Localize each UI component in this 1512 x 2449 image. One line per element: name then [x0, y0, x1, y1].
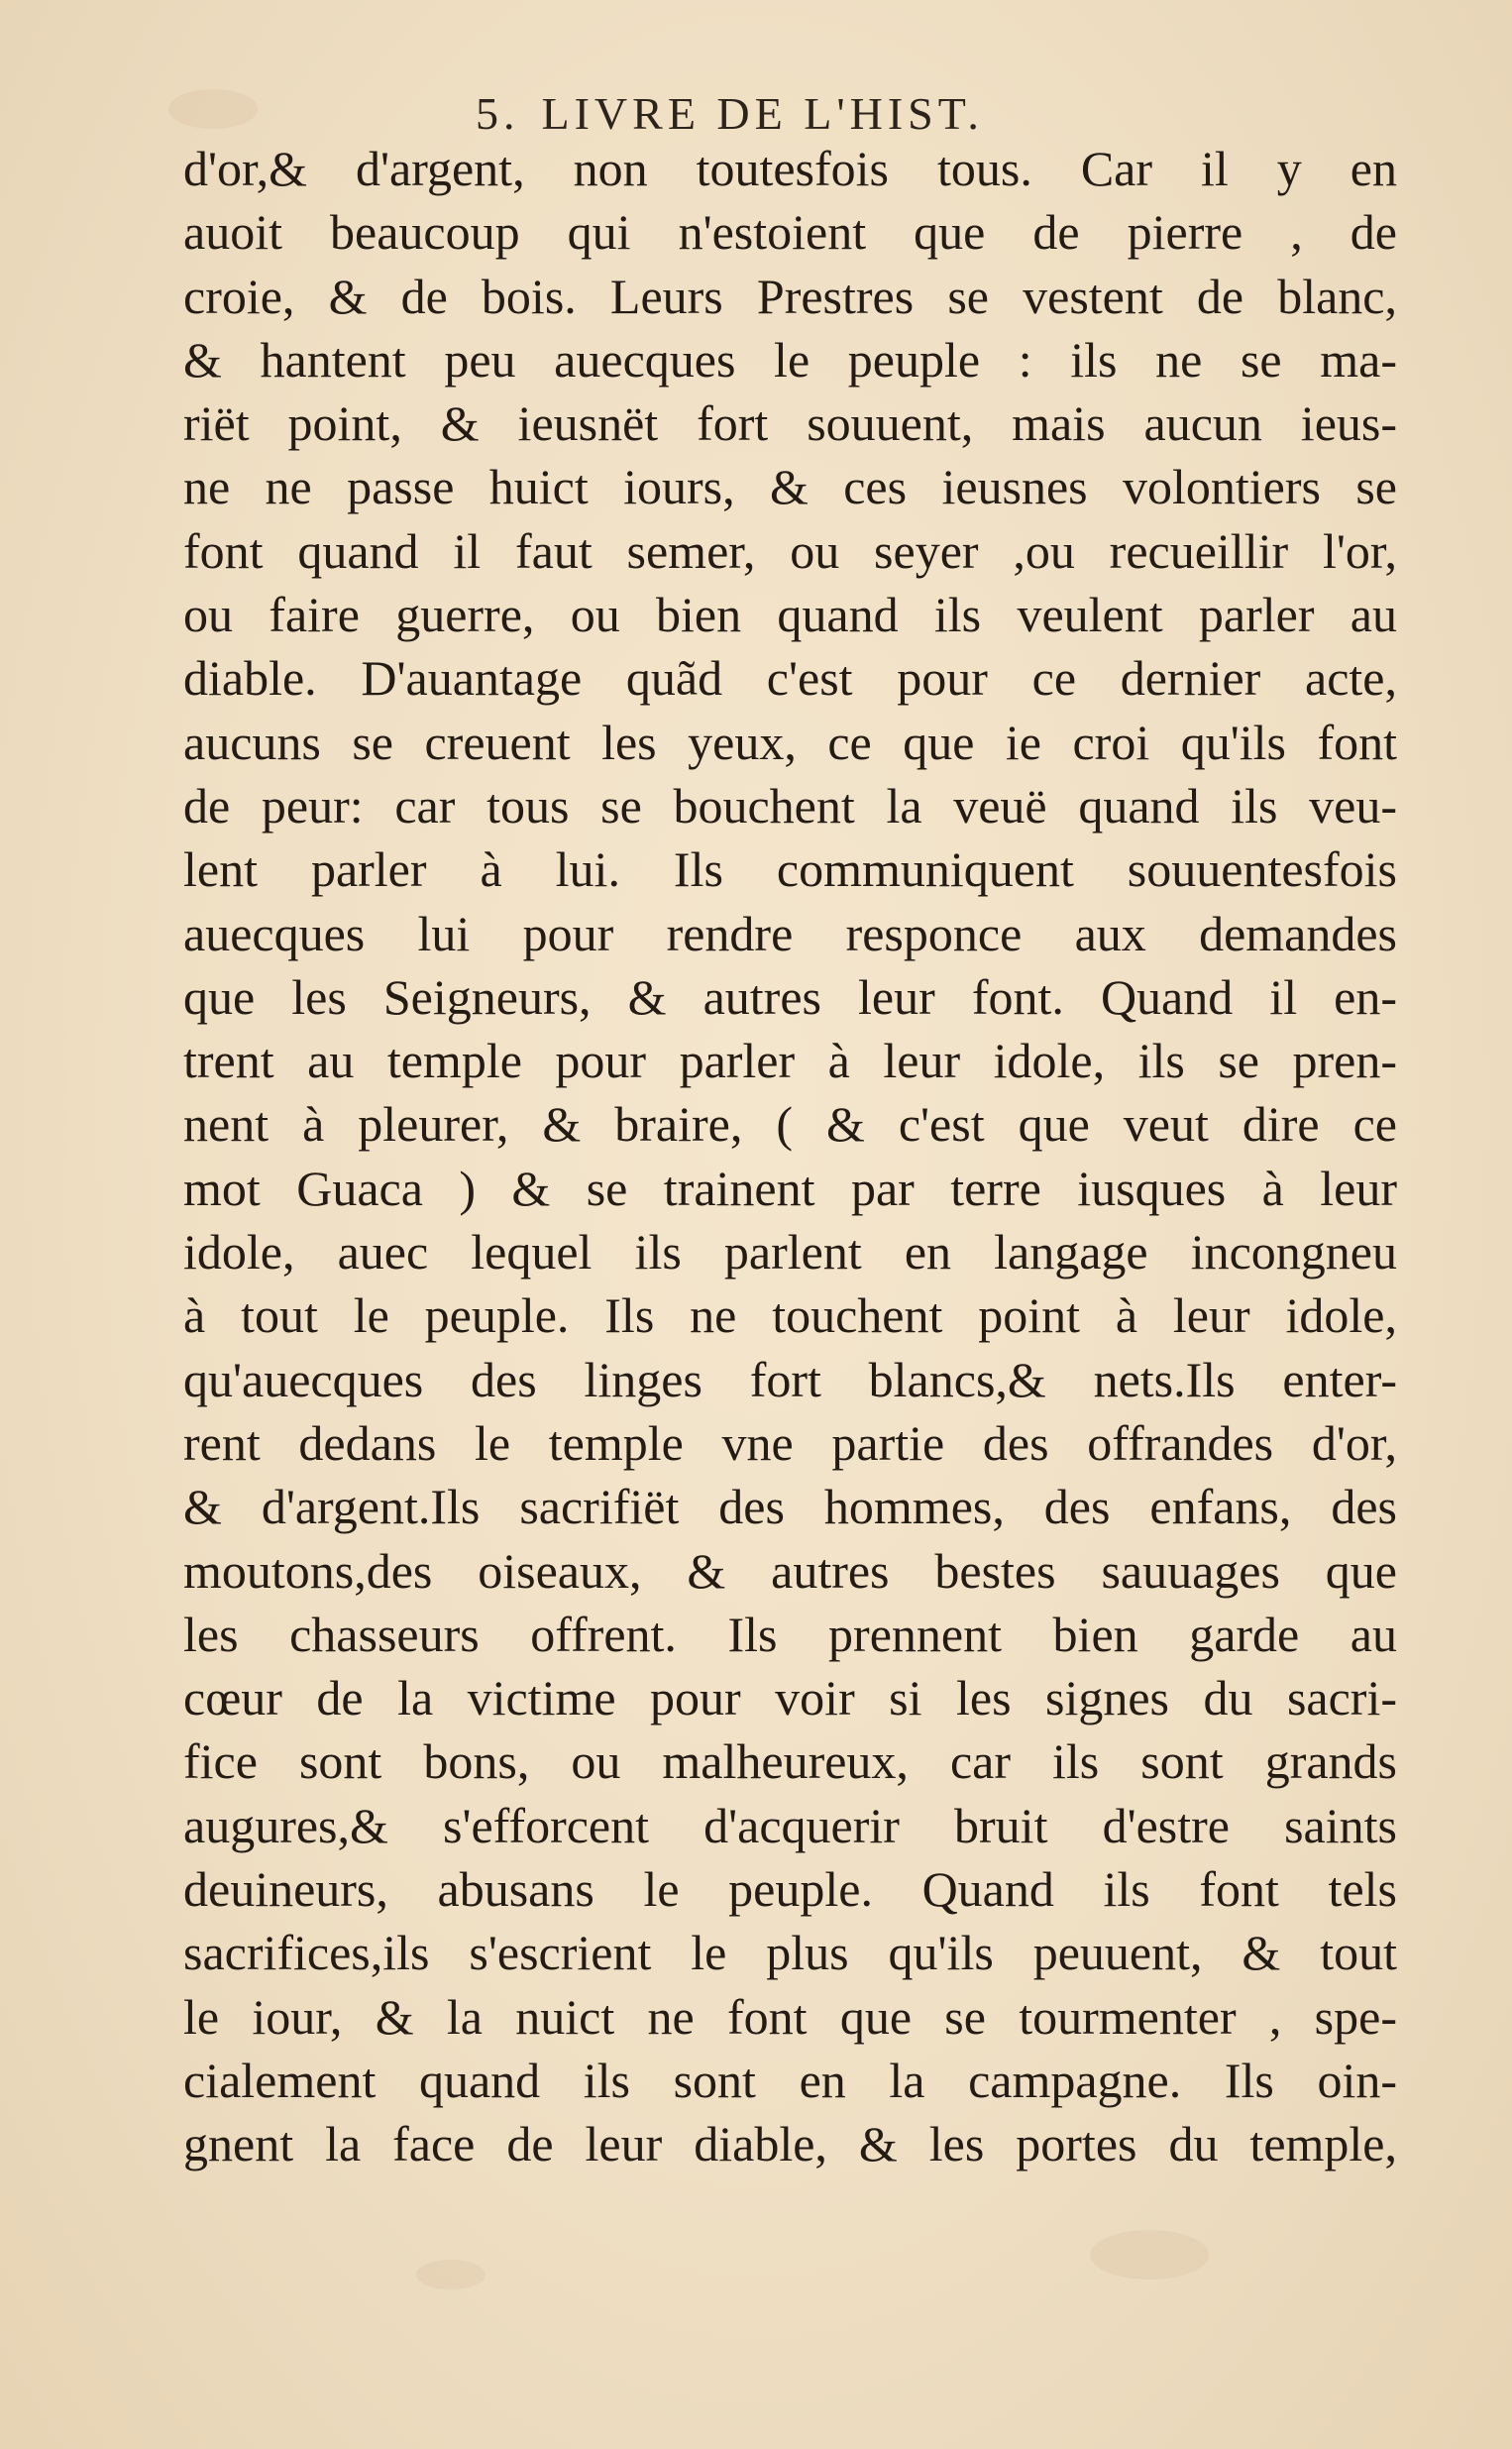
text-line: & d'argent.Ils sacrifiët des hommes, des enfans, des [183, 1479, 1397, 1535]
text-line: mot Guaca ) & se trainent par terre iusques à leur [183, 1160, 1397, 1216]
text-line: & hantent peu auecques le peuple : ils ne se ma- [183, 331, 1397, 388]
running-header [476, 87, 984, 140]
text-line: font quand il faut semer, ou seyer ,ou recueillir l'or, [183, 522, 1397, 579]
text-line: qu'auecques des linges fort blancs,& nets.Ils enter- [183, 1351, 1397, 1407]
paper-stain [168, 89, 258, 129]
text-line: ou faire guerre, ou bien quand ils veulent parler au [183, 587, 1397, 643]
text-line: sacrifices,ils s'escrient le plus qu'ils peuuent, & tout [183, 1925, 1397, 1981]
text-line: augures,& s'efforcent d'acquerir bruit d'estre saints [183, 1797, 1397, 1853]
text-line: deuineurs, abusans le peuple. Quand ils font tels [183, 1861, 1397, 1918]
text-line: moutons,des oiseaux, & autres bestes sauuages que [183, 1542, 1397, 1599]
text-line: les chasseurs offrent. Ils prennent bien garde au [183, 1606, 1397, 1662]
text-line: ne ne passe huict iours, & ces ieusnes volontiers se [183, 459, 1397, 515]
page-number: 5. [476, 88, 520, 139]
text-line: gnent la face de leur diable, & les portes du temple, [183, 2116, 1397, 2172]
text-line: rent dedans le temple vne partie des offrandes d'or, [183, 1414, 1397, 1471]
text-line: nent à pleurer, & braire, ( & c'est que veut dire ce [183, 1096, 1397, 1153]
text-line: auecques lui pour rendre responce aux demandes [183, 905, 1397, 961]
text-line: à tout le peuple. Ils ne touchent point à leur idole, [183, 1287, 1397, 1344]
text-line: fice sont bons, ou malheureux, car ils sont grands [183, 1733, 1397, 1790]
text-line: trent au temple pour parler à leur idole, ils se pren- [183, 1033, 1397, 1089]
text-line: que les Seigneurs, & autres leur font. Quand il en- [183, 968, 1397, 1025]
paper-stain [1090, 2230, 1209, 2280]
running-title: LIVRE DE L'HIST. [541, 88, 984, 139]
text-line: riët point, & ieusnët fort souuent, mais aucun ieus- [183, 395, 1397, 452]
text-line: croie, & de bois. Leurs Prestres se vestent de blanc, [183, 268, 1397, 324]
body-text [183, 137, 1397, 2176]
text-line: de peur: car tous se bouchent la veuë quand ils veu- [183, 777, 1397, 834]
paper-stain [416, 2260, 486, 2289]
text-line: lent parler à lui. Ils communiquent souuentesfois [183, 841, 1397, 898]
text-line: idole, auec lequel ils parlent en langage incongneu [183, 1224, 1397, 1280]
text-line: aucuns se creuent les yeux, ce que ie croi qu'ils font [183, 714, 1397, 770]
text-line: cialement quand ils sont en la campagne. Ils oin- [183, 2052, 1397, 2108]
text-line: auoit beaucoup qui n'estoient que de pierre , de [183, 204, 1397, 261]
text-line: diable. D'auantage quãd c'est pour ce dernier acte, [183, 650, 1397, 707]
text-line: le iour, & la nuict ne font que se tourmenter , spe- [183, 1988, 1397, 2045]
text-line: d'or,& d'argent, non toutesfois tous. Car il y en [183, 141, 1397, 196]
text-line: cœur de la victime pour voir si les signes du sacri- [183, 1670, 1397, 1726]
